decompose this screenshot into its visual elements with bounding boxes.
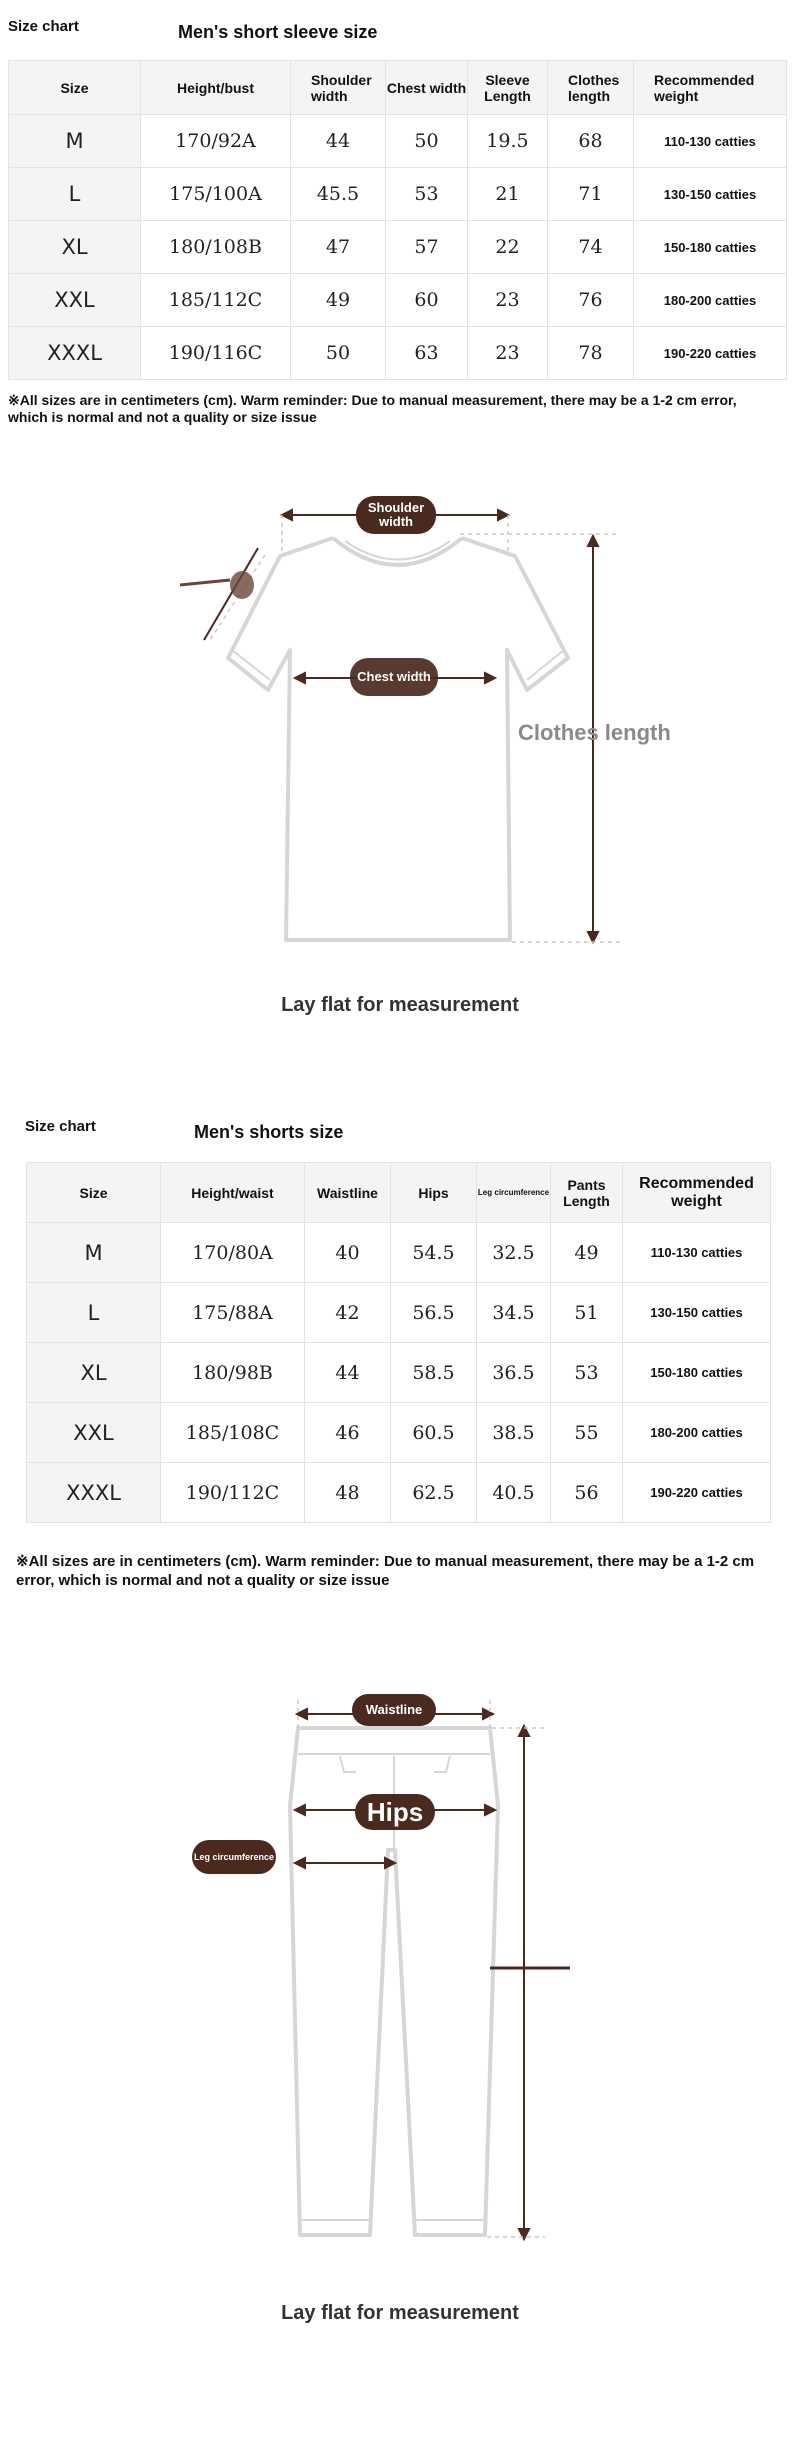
value-cell: 60.5 xyxy=(391,1403,477,1463)
arrowhead xyxy=(295,1858,305,1868)
value-cell: 21 xyxy=(468,168,548,221)
value-cell: 49 xyxy=(291,274,386,327)
value-cell: 38.5 xyxy=(477,1403,551,1463)
header-pants-length: Pants Length xyxy=(551,1163,623,1223)
shorts-section-label: Size chart xyxy=(25,1118,96,1135)
value-cell: 50 xyxy=(386,115,468,168)
value-cell: 78 xyxy=(548,327,634,380)
header-shoulder-width: Shoulder width xyxy=(291,61,386,115)
weight-cell: 180-200 catties xyxy=(623,1403,771,1463)
value-cell: 190/112C xyxy=(161,1463,305,1523)
size-cell: XXXL xyxy=(9,327,141,380)
value-cell: 170/80A xyxy=(161,1223,305,1283)
value-cell: 170/92A xyxy=(141,115,291,168)
value-cell: 19.5 xyxy=(468,115,548,168)
value-cell: 56.5 xyxy=(391,1283,477,1343)
weight-cell: 150-180 catties xyxy=(623,1343,771,1403)
value-cell: 50 xyxy=(291,327,386,380)
value-cell: 47 xyxy=(291,221,386,274)
value-cell: 42 xyxy=(305,1283,391,1343)
shirt-size-note: ※All sizes are in centimeters (cm). Warm reminder: Due to manual measurement, there may be a 1-2 cm error, which is normal and not a quality or size issue xyxy=(8,392,737,425)
value-cell: 63 xyxy=(386,327,468,380)
size-cell: XL xyxy=(9,221,141,274)
header-leg-circumference: Leg circumference xyxy=(477,1163,551,1223)
shorts-diagram-caption: Lay flat for measurement xyxy=(281,2302,519,2324)
value-cell: 54.5 xyxy=(391,1223,477,1283)
value-cell: 40.5 xyxy=(477,1463,551,1523)
header-clothes-length: Clothes length xyxy=(548,61,634,115)
size-cell: L xyxy=(27,1283,161,1343)
value-cell: 23 xyxy=(468,327,548,380)
value-cell: 51 xyxy=(551,1283,623,1343)
shorts-size-note: ※All sizes are in centimeters (cm). Warm reminder: Due to manual measurement, there may be a 1-2 cm error, which is normal and not a quality or size issue xyxy=(16,1553,755,1589)
shirt-section-title: Men's short sleeve size xyxy=(178,22,378,42)
value-cell: 22 xyxy=(468,221,548,274)
header-height-waist: Height/waist xyxy=(161,1163,305,1223)
value-cell: 185/112C xyxy=(141,274,291,327)
header-height-bust: Height/bust xyxy=(141,61,291,115)
weight-cell: 110-130 catties xyxy=(634,115,787,168)
size-cell: M xyxy=(9,115,141,168)
value-cell: 44 xyxy=(291,115,386,168)
shirt-diagram-caption: Lay flat for measurement xyxy=(281,994,519,1016)
value-cell: 46 xyxy=(305,1403,391,1463)
header-recommended-weight: Recommended weight xyxy=(634,61,787,115)
value-cell: 71 xyxy=(548,168,634,221)
value-cell: 190/116C xyxy=(141,327,291,380)
weight-cell: 190-220 catties xyxy=(623,1463,771,1523)
hips-label: Hips xyxy=(355,1794,435,1830)
value-cell: 185/108C xyxy=(161,1403,305,1463)
clothes-length-label: Clothes length xyxy=(518,720,671,745)
header-waistline: Waistline xyxy=(305,1163,391,1223)
value-cell: 36.5 xyxy=(477,1343,551,1403)
value-cell: 45.5 xyxy=(291,168,386,221)
leg-circumference-label: Leg circumference xyxy=(192,1840,276,1874)
value-cell: 56 xyxy=(551,1463,623,1523)
header-size: Size xyxy=(9,61,141,115)
shirt-section-label: Size chart xyxy=(8,18,79,35)
arrowhead xyxy=(295,1805,305,1815)
value-cell: 48 xyxy=(305,1463,391,1523)
shorts-section-title: Men's shorts size xyxy=(194,1122,344,1142)
value-cell: 55 xyxy=(551,1403,623,1463)
weight-cell: 130-150 catties xyxy=(634,168,787,221)
header-size: Size xyxy=(27,1163,161,1223)
size-cell: XXL xyxy=(27,1403,161,1463)
size-cell: XXL xyxy=(9,274,141,327)
value-cell: 53 xyxy=(551,1343,623,1403)
header-chest-width: Chest width xyxy=(386,61,468,115)
pants-pocket-right xyxy=(434,1756,450,1772)
value-cell: 44 xyxy=(305,1343,391,1403)
size-cell: XXXL xyxy=(27,1463,161,1523)
value-cell: 49 xyxy=(551,1223,623,1283)
value-cell: 34.5 xyxy=(477,1283,551,1343)
size-cell: XL xyxy=(27,1343,161,1403)
weight-cell: 190-220 catties xyxy=(634,327,787,380)
weight-cell: 130-150 catties xyxy=(623,1283,771,1343)
value-cell: 68 xyxy=(548,115,634,168)
weight-cell: 110-130 catties xyxy=(623,1223,771,1283)
value-cell: 62.5 xyxy=(391,1463,477,1523)
value-cell: 175/100A xyxy=(141,168,291,221)
shoulder-width-label: Shoulder width xyxy=(356,496,436,534)
value-cell: 53 xyxy=(386,168,468,221)
value-cell: 76 xyxy=(548,274,634,327)
header-hips: Hips xyxy=(391,1163,477,1223)
value-cell: 40 xyxy=(305,1223,391,1283)
pants-pocket-left xyxy=(340,1756,356,1772)
value-cell: 74 xyxy=(548,221,634,274)
size-cell: M xyxy=(27,1223,161,1283)
value-cell: 180/108B xyxy=(141,221,291,274)
header-sleeve-length: Sleeve Length xyxy=(468,61,548,115)
value-cell: 57 xyxy=(386,221,468,274)
weight-cell: 180-200 catties xyxy=(634,274,787,327)
header-recommended-weight: Recommended weight xyxy=(623,1163,771,1223)
waistline-label: Waistline xyxy=(352,1694,436,1726)
value-cell: 23 xyxy=(468,274,548,327)
value-cell: 60 xyxy=(386,274,468,327)
arrowhead xyxy=(485,1805,495,1815)
size-cell: L xyxy=(9,168,141,221)
value-cell: 58.5 xyxy=(391,1343,477,1403)
value-cell: 175/88A xyxy=(161,1283,305,1343)
value-cell: 32.5 xyxy=(477,1223,551,1283)
chest-width-label: Chest width xyxy=(350,658,438,696)
value-cell: 180/98B xyxy=(161,1343,305,1403)
arrowhead xyxy=(483,1709,493,1719)
weight-cell: 150-180 catties xyxy=(634,221,787,274)
